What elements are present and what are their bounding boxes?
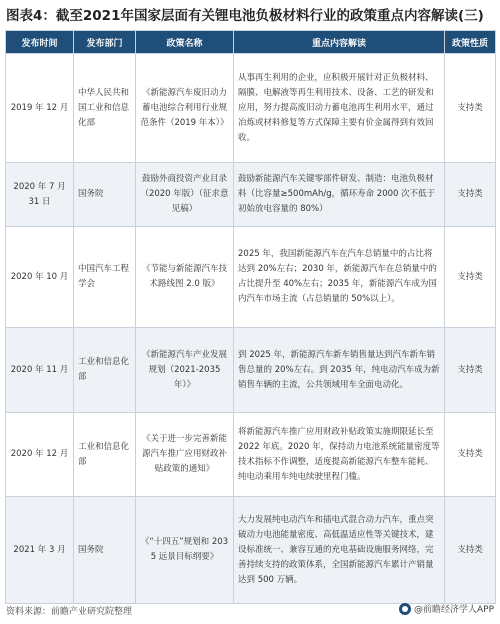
cell-policy: 《新能源汽车产业发展规划（2021-2035 年）》 bbox=[136, 328, 234, 413]
cell-time: 2021 年 3 月 bbox=[6, 497, 74, 604]
table-row bbox=[6, 413, 496, 497]
source-note: 资料来源：前瞻产业研究院整理 bbox=[6, 607, 133, 617]
header-policy: 政策名称 bbox=[136, 31, 234, 54]
cell-nature: 支持类 bbox=[445, 328, 496, 413]
cell-policy: 《“十四五”规划和 2035 远景目标纲要》 bbox=[136, 497, 234, 604]
table-header-row bbox=[6, 31, 496, 54]
cell-nature: 支持类 bbox=[445, 54, 496, 163]
policy-table bbox=[5, 30, 496, 604]
table-row bbox=[6, 163, 496, 227]
header-time: 发布时间 bbox=[6, 31, 74, 54]
cell-nature: 支持类 bbox=[445, 497, 496, 604]
cell-dept: 工业和信息化部 bbox=[74, 328, 136, 413]
cell-nature: 支持类 bbox=[445, 413, 496, 497]
cell-dept: 中国汽车工程学会 bbox=[74, 227, 136, 328]
cell-time: 2020 年 7 月 31 日 bbox=[6, 163, 74, 227]
table-row bbox=[6, 328, 496, 413]
brand-text: @前瞻经济学人APP bbox=[413, 605, 494, 615]
cell-time: 2020 年 11 月 bbox=[6, 328, 74, 413]
cell-dept: 国务院 bbox=[74, 163, 136, 227]
header-content: 重点内容解读 bbox=[234, 31, 445, 54]
table-row bbox=[6, 54, 496, 163]
cell-policy: 《关于进一步完善新能源汽车推广应用财政补贴政策的通知》 bbox=[136, 413, 234, 497]
table-row bbox=[6, 227, 496, 328]
cell-nature: 支持类 bbox=[445, 227, 496, 328]
cell-dept: 中华人民共和国工业和信息化部 bbox=[74, 54, 136, 163]
header-dept: 发布部门 bbox=[74, 31, 136, 54]
cell-content: 从事再生利用的企业，应积极开展针对正负极材料、隔膜、电解液等再生利用技术、设备、工艺的研发和应用，努力提高废旧动力蓄电池再生利用水平，通过冶炼或材料修复等方式保障主要有价金属得到有效回收。 bbox=[234, 54, 445, 163]
brand-logo-icon bbox=[399, 603, 411, 615]
cell-dept: 国务院 bbox=[74, 497, 136, 604]
chart-title: 图表4：截至2021年国家层面有关锂电池负极材料行业的政策重点内容解读(三) bbox=[6, 8, 484, 24]
cell-dept: 工业和信息化部 bbox=[74, 413, 136, 497]
cell-time: 2020 年 10 月 bbox=[6, 227, 74, 328]
cell-nature: 支持类 bbox=[445, 163, 496, 227]
cell-content: 2025 年，我国新能源汽车在汽车总销量中的占比将达到 20%左右；2030 年，新能源汽车在总销量中的占比提升至 40%左右；2035 年，新能源汽车成为国内汽车市场主流（占总销量的 50%以上）。 bbox=[234, 227, 445, 328]
cell-content: 大力发展纯电动汽车和插电式混合动力汽车，重点突破动力电池能量密度、高低温适应性等关键技术，建设标准统一、兼容互通的充电基础设施服务网络，完善持续支持的政策体系，全国新能源汽车累计产销量达到 500 万辆。 bbox=[234, 497, 445, 604]
table-row bbox=[6, 497, 496, 604]
cell-content: 将新能源汽车推广应用财政补贴政策实施期限延长至 2022 年底。2020 年，保持动力电池系统能量密度等技术指标不作调整，适度提高新能源汽车整车能耗、纯电动乘用车纯电续驶里程门槛。 bbox=[234, 413, 445, 497]
cell-content: 鼓励新能源汽车关键零部件研发、制造：电池负极材料（比容量≥500mAh/g，循环寿命 2000 次不低于初始放电容量的 80%） bbox=[234, 163, 445, 227]
cell-time: 2020 年 12 月 bbox=[6, 413, 74, 497]
cell-time: 2019 年 12 月 bbox=[6, 54, 74, 163]
cell-content: 到 2025 年，新能源汽车新车销售量达到汽车新车销售总量的 20%左右。到 2035 年，纯电动汽车成为新销售车辆的主流，公共领域用车全面电动化。 bbox=[234, 328, 445, 413]
cell-policy: 《节能与新能源汽车技术路线图 2.0 版》 bbox=[136, 227, 234, 328]
cell-policy: 《新能源汽车废旧动力蓄电池综合利用行业规范条件（2019 年本）》 bbox=[136, 54, 234, 163]
cell-policy: 鼓励外商投资产业目录（2020 年版）（征求意见稿） bbox=[136, 163, 234, 227]
header-nature: 政策性质 bbox=[445, 31, 496, 54]
brand-credit bbox=[399, 602, 494, 615]
